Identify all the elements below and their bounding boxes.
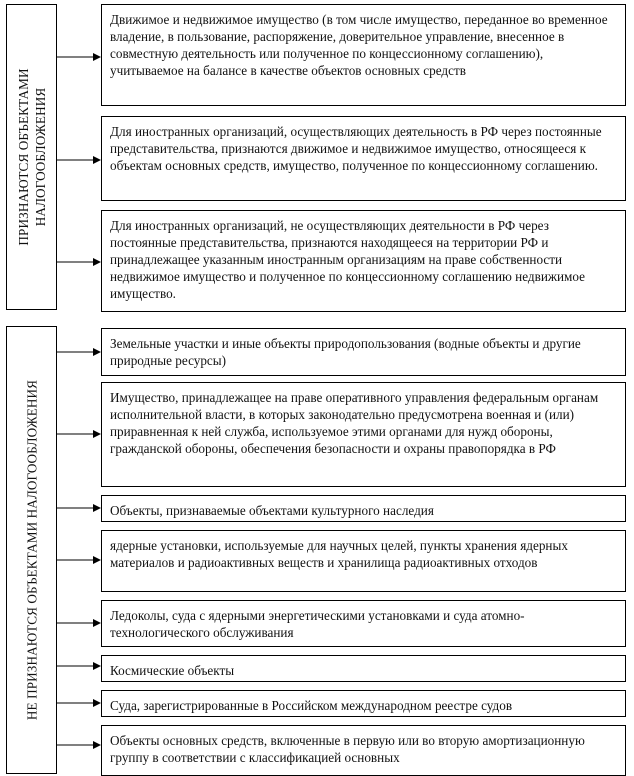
taxable-item-text: Для иностранных организаций, не осуществляющих деятельности в РФ через постоянные представительства, признаются находящееся на территории РФ и принадлежащее указанным иностранным организациям на праве собственности недвижимое имущество и полученное по концессионному соглашению недвижимое имущество. (110, 218, 586, 301)
non-taxable-item-box (101, 725, 626, 776)
non-taxable-item-box (101, 600, 626, 647)
taxable-item-box (101, 116, 626, 201)
non-taxable-item-box (101, 690, 626, 717)
non-taxable-item-box (101, 655, 626, 682)
taxable-item-box (101, 210, 626, 312)
non-taxable-item-text: Земельные участки и иные объекты природопользования (водные объекты и другие природные ресурсы) (110, 336, 581, 368)
non-taxable-item-text: Ледоколы, суда с ядерными энергетическими установками и суда атомно-технологического обслуживания (110, 608, 525, 640)
non-taxable-item-text: Имущество, принадлежащее на праве оперативного управления федеральным органам исполнительной власти, в которых законодательно предусмотрена военная и (или) приравненная к ней служба, используемое этими органами для нужд обороны, гражданской обороны, обеспечения безопасности и охраны правопорядка в РФ (110, 390, 599, 456)
taxable-item-box (101, 4, 626, 106)
non-taxable-item-box (101, 495, 626, 522)
non-taxable-item-box (101, 530, 626, 592)
non-taxable-objects-label (6, 326, 57, 774)
taxable-item-text: Для иностранных организаций, осуществляющих деятельность в РФ через постоянные представительства, признаются движимое и недвижимое имущество, относящееся к объектам основных средств, имущество, полученное по концессионному соглашению. (110, 124, 602, 173)
non-taxable-item-text: Объекты, признаваемые объектами культурного наследия (110, 503, 434, 518)
non-taxable-item-text: Объекты основных средств, включенные в первую или во вторую амортизационную группу в соответствии с классификацией основных (110, 733, 585, 765)
non-taxable-item-text: Суда, зарегистрированные в Российском международном реестре судов (110, 698, 513, 713)
taxable-objects-label-line-1: ПРИЗНАЮТСЯ ОБЪЕКТАМИ (15, 68, 31, 246)
non-taxable-item-box (101, 382, 626, 487)
non-taxable-objects-label-line-1: НЕ ПРИЗНАЮТСЯ ОБЪЕКТАМИ НАЛОГООБЛОЖЕНИЯ (24, 379, 39, 721)
non-taxable-item-text: Космические объекты (110, 663, 235, 678)
taxable-item-text: Движимое и недвижимое имущество (в том числе имущество, переданное во временное владение, в пользование, распоряжение, доверительное управление, внесенное в совместную деятельность или полученное по концессионному соглашению), учитываемое на балансе в качестве объектов основных средств (110, 12, 608, 78)
non-taxable-item-text: ядерные установки, используемые для научных целей, пункты хранения ядерных материалов и радиоактивных веществ и хранилища радиоактивных отходов (110, 538, 568, 570)
taxable-objects-label (6, 4, 57, 310)
taxable-objects-label-line-2: НАЛОГООБЛОЖЕНИЯ (32, 87, 48, 227)
non-taxable-item-box (101, 328, 626, 376)
